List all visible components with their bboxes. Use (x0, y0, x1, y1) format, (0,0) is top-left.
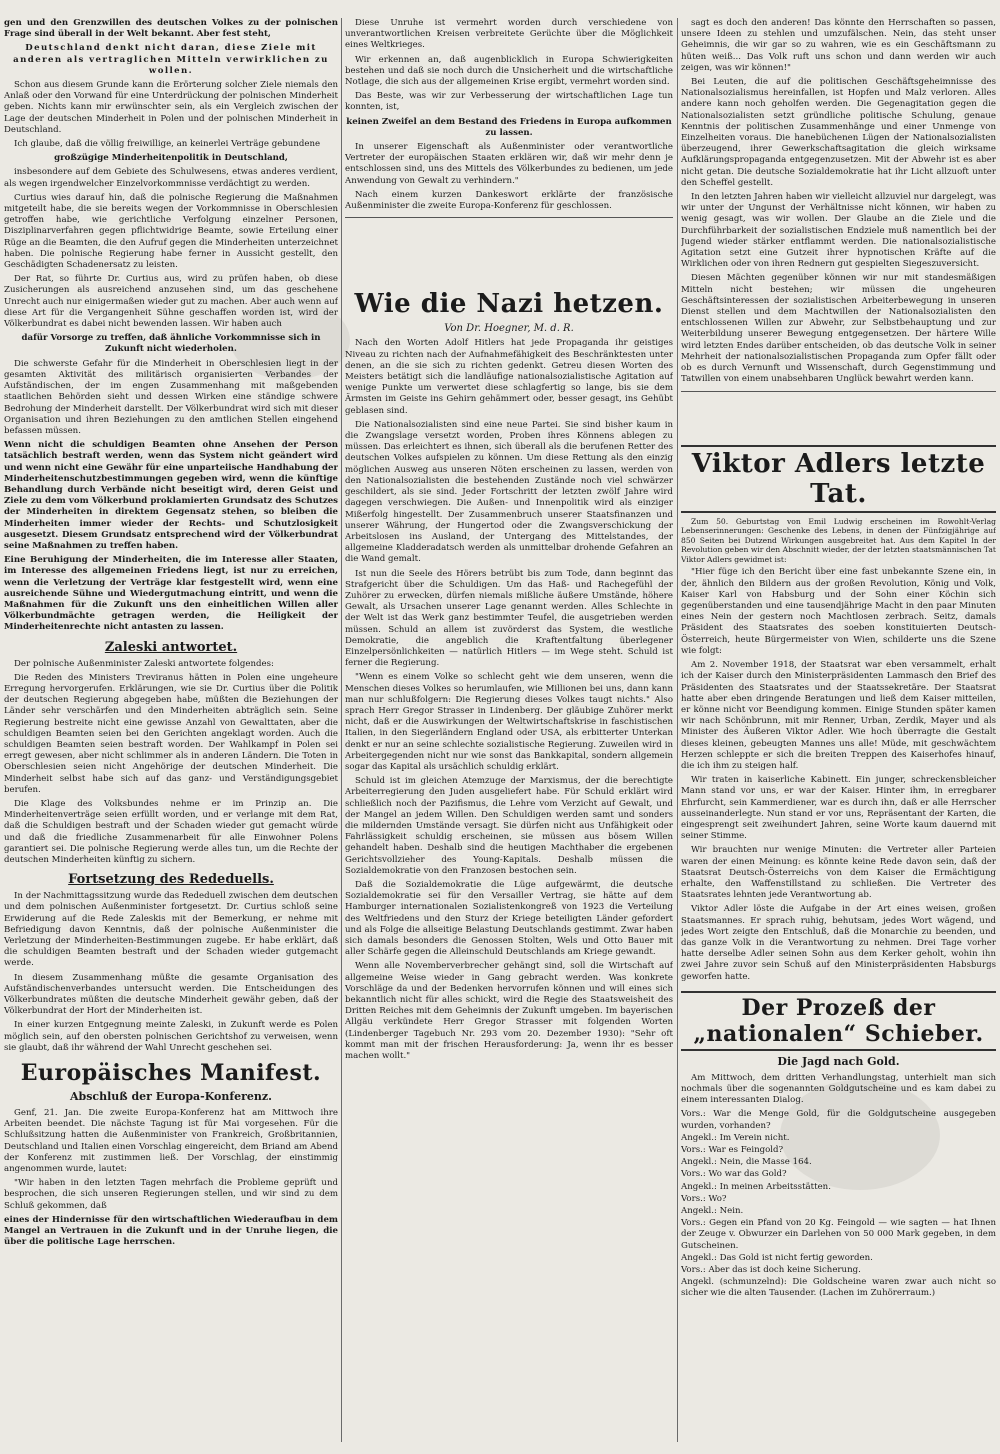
subheadline-jagd-nach-gold: Die Jagd nach Gold. (777, 1054, 900, 1068)
col3-paragraph: "Hier füge ich den Bericht über eine fast unbekannte Szene ein, in der, ähnlich den Bildern aus der großen Revolution, König und Volk, Kaiser Karl von Habsburg und der Sohn einer Köchin sich gegenüberstanden und eine tausendjährige Macht in den paar Minuten eines Nein der gestern noch Machtlosen zerbrach. Seitz, damals Präsident des Staatsrates des soeben konstituierten Deutsch-Österreich, heute Bürgermeister von Wien, schilderte uns die Szene wie folgt: (681, 567, 996, 656)
headline-prozess-schieber: Der Prozeß der „nationalen“ Schieber. (681, 991, 996, 1051)
col2-paragraph: "Wenn es einem Volke so schlecht geht wie dem unseren, wenn die Menschen dieses Volkes so herumlaufen, wie Millionen bei uns, dann kann man nur schlußfolgern: Die Regierung dieses Volkes taugt nichts." Also sprach Herr Gregor Strasser in Lindenberg. Der gläubige Zuhörer merkt nicht, daß er die Auswirkungen der Weltwirtschaftskrise in faschistischen Italien, in den Siegerländern England oder USA, als erbitterter Unterkan denkt er nur an seine schlechte sozialistische Regierung. Zuweilen wird in Arbeitergegenden nicht nur wie sonst das Bankkapital, sondern allgemein sogar das Kapital als ursächlich schuldig erklärt. (345, 672, 673, 772)
col1-paragraph: Der Rat, so führte Dr. Curtius aus, wird zu prüfen haben, ob diese Zusicherungen als ausreichend anzusehen sind, um das geschehene Unrecht auch nur einigermaßen wieder gut zu machen. Aber auch wenn auf diese Art für die Vergangenheit Sühne geschaffen worden ist, wird der Völkerbundrat es dabei nicht bewenden lassen. Wir haben auch (4, 274, 338, 330)
headline-wie-die-nazi-hetzen: Wie die Nazi hetzen. (354, 289, 664, 320)
col1-paragraph: Schon aus diesem Grunde kann die Erörterung solcher Ziele niemals den Anlaß oder den Vorwand für eine Unterdrückung der polnischen Minderheit geben. Nichts kann mir erwünschter sein, als ein Vergleich zwischen der Lage der deutschen Minderheit in Polen und der polnischen Minderheit in Deutschland. (4, 80, 338, 135)
column-1 (4, 18, 338, 1444)
headline-zaleski: Zaleski antwortet. (104, 639, 238, 655)
col3-paragraph: Am 2. November 1918, der Staatsrat war eben versammelt, erhalt ich der Kaiser durch den Ministerpräsidenten Lammasch den Brief des Präsidenten des Staatsrates und der Staatssekretäre. Der Staatsrat hatte aber eben dringende Beratungen und ließ dem Kaiser mitteilen, er könne nicht vor Beendigung kommen. Einige Stunden später kamen wir nach Schönbrunn, mit mir Renner, Urban, Zerdik, Mayer und als Minister des Äußeren Viktor Adler. Wie hoch überragte die Gestalt dieses kleinen, gebeugten Mannes uns alle! Müde, mit geschwächtem Herzen schleppte er sich die breiten Treppen des Kaiserhofes hinauf, die ich ihm zu steigen half. (681, 660, 996, 771)
dialog-line: Vors.: Wo? (681, 1193, 727, 1204)
headline-europaeisches-manifest: Europäisches Manifest. (20, 1060, 322, 1087)
subheadline-europa-konferenz: Abschluß der Europa-Konferenz. (70, 1090, 272, 1104)
dialog-line: Angekl.: In meinen Arbeitsstätten. (681, 1181, 831, 1192)
col1-paragraph: Curtius wies darauf hin, daß die polnische Regierung die Maßnahmen mitgeteilt habe, die sie bereits wegen der Vorkommnisse in Oberschlesien getroffen habe, wie gerichtliche Verfolgung einzelner Personen, Disziplinarverfahren gegen pflichtwidrige Beamte, sowie Erteilung einer Rüge an die Beamten, die den Aufruf gegen die Minderheiten unterzeichnet haben. Die polnische Regierung habe ferner in Aussicht gestellt, den Geschädigten Schadenersatz zu leisten. (4, 192, 338, 271)
col3-paragraph: Wir traten in kaiserliche Kabinett. Ein junger, schreckensbleicher Mann stand vor uns, er war der Kaiser. Hinter ihm, in erregbarer Ehrfurcht, sein Kammerdiener, war es durch ihn, daß er alle Herrscher ausseinanderlegte. Nun stand er vor uns, Repräsentant der Karten, die eingesprengt seit zweihundert Jahren, seine Worte kaum dauernd mit seiner Stimme. (681, 775, 996, 842)
col1-bold-1: Deutschland denkt nicht daran, diese Ziele mit anderen als vertraglichen Mitteln verwirklichen zu wollen. (13, 43, 329, 76)
col2-paragraph: Nach den Worten Adolf Hitlers hat jede Propaganda ihr geistiges Niveau zu richten nach der Aufnahmefähigkeit des Beschränktesten unter denen, an die sie sich zu richten gedenkt. Getreu diesen Worten des Meisters betätigt sich die landläufige nationalsozialistische Agitation auf wenige Punkte um verwertet diese schlagfertig so lange, bis sie dem Ärmsten im Geiste ins Gehirn gehämmert oder, besser gesagt, ins Gehübt geblasen sind. (345, 338, 673, 416)
col2-paragraph: Wenn alle Novemberverbrecher gehängt sind, soll die Wirtschaft auf allgemeine Weise wieder in Gang gebracht werden. Was konkrete Vorschläge da und der Bedenken hervorrufen können und will eines sich bekanntlich nicht für alles schickt, wird die Regie des Staatsweisheit des Dritten Reiches mit dem Geheimnis der Zukunft umgeben. Im bayerischen Allgäu verkündete Herr Gregor Strasser mit folgenden Worten (Lindenberger Tagebuch Nr. 293 vom 20. Dezember 1930): "Sehr oft kommt man mit der frischen Herausforderung: Ja, wenn ihr es besser machen wollt." (345, 961, 673, 1062)
adler-intro: Zum 50. Geburtstag von Emil Ludwig erscheinen im Rowohlt-Verlag Lebenserinnerungen: Geschenke des Lebens, in denen der Fünfzigjährige auf 850 Seiten bei Dutzend Wirkungen ausgebreitet hat. Aus dem Kapitel In der Revolution geben wir den Abschnitt wieder, der der letzten staatsmännischen Tat Viktor Adlers gewidmet ist: (681, 516, 996, 564)
col2-bold-1: keinen Zweifel an dem Bestand des Friedens in Europa aufkommen zu lassen. (346, 116, 672, 138)
col2-paragraph: Daß die Sozialdemokratie die Lüge aufgewärmt, die deutsche Sozialdemokratie sei für den Versailler Vertrag, sie hätte auf dem Hamburger internationalen Sozialistenkongreß von 1923 die Verteilung des Weltfriedens und den Sturz der Kriege beteiligten Länder gefordert und als Folge die allseitige Belastung Deutschlands gestimmt. Zwar haben sich damals besonders die Genossen Stolten, Wels und Otto Bauer mit aller Schärfe gegen die Alleinschuld Deutschlands am Kriege gewandt. (345, 880, 673, 958)
col1-paragraph: In der Nachmittagssitzung wurde das Rededuell zwischen dem deutschen und dem polnischen Außenminister fortgesetzt. Dr. Curtius schloß seine Erwiderung auf die Rede Zaleskis mit der Bemerkung, er nehme mit Befriedigung davon Kenntnis, daß der polnische Außenminister die Verletzung der Minderheiten-Bestimmungen zugebe. Er habe erklärt, daß die schuldigen Beamten bestraft und der Schaden wieder gutgemacht werde. (4, 891, 338, 969)
headline-fortsetzung: Fortsetzung des Rededuells. (68, 872, 274, 888)
col1-paragraph: Genf, 21. Jan. Die zweite Europa-Konferenz hat am Mittwoch ihre Arbeiten beendet. Die nächste Tagung ist für Mai vorgesehen. Für die Schlußsitzung hatten die Außenminister von Frankreich, Großbritannien, Deutschland und Italien einen Vorschlag eingereicht, dem Briand am Abend der Konferenz mit zustimmen ließ. Der Vorschlag, der einstimmig angenommen wurde, lautet: (4, 1108, 338, 1175)
dialog-line: Angekl.: Im Verein nicht. (681, 1132, 790, 1143)
col1-paragraph: In diesem Zusammenhang müßte die gesamte Organisation des Aufständischenverbandes untersucht werden. Die Entscheidungen des Völkerbundrates müßten die deutsche Minderheit gewähr geben, daß der Völkerbundrat der Hort der Minderheiten ist. (4, 972, 338, 1017)
col2-paragraph: Schuld ist im gleichen Atemzuge der Marxismus, der die berechtigte Arbeiterregierung den Juden ausgeliefert habe. Für Schuld erklärt wird schließlich noch der Pazifismus, die Lehre vom Verzicht auf Gewalt, und der Mangel an jedem Willen. Den Schuldigen werden samt und sonders die mildernden Umstände versagt. Sie dürfen nicht aus Unfähigkeit oder Fahrlässigkeit schuldig erscheinen, sie müssen aus bösem Willen gehandelt haben. Deshalb sind die heutigen Machthaber die ergebenen Gerichtsvollzieher des Young-Kapitals. Deshalb müssen die Sozialdemokratie von den Franzosen bestochen sein. (345, 776, 673, 876)
col1-paragraph: "Wir haben in den letzten Tagen mehrfach die Probleme geprüft und besprochen, die sich unseren Regierungen stellen, und wir sind zu dem Schluß gekommen, daß (4, 1178, 338, 1211)
dialog-line: Angekl. (schmunzelnd): Die Goldscheine waren zwar auch nicht so sicher wie die alten Tausender. (Lachen im Zuhörerraum.) (681, 1277, 996, 1299)
col2-paragraph: Die Nationalsozialisten sind eine neue Partei. Sie sind bisher kaum in die Zwangslage versetzt worden, Proben ihres Könnens ablegen zu müssen. Das erleichtert es ihnen, sich überall als die berufenen Retter des deutschen Volkes aufspielen zu können. Um diese Rettung als den einzig möglichen Ausweg aus unseren Nöten erscheinen zu lassen, werden von den Nationalsozialisten die bestehenden Zustände noch viel schwärzer geschildert, als sie sind. Jeder Fortschritt der letzten zwölf Jahre wird dagegen verschwiegen. Die Außen- und Innenpolitik wird als einziger Mißerfolg hingestellt. Der Zusammenbruch unserer Staatsfinanzen und unserer Währung, der Hungertod oder die Zwangsverschickung der Arbeitslosen ins Ausland, der Untergang des Mittelstandes, der allgemeine Kladderadatsch werden als unmittelbar drohende Gefahren an die Wand gemalt. (345, 419, 673, 565)
col1-bold-3: dafür Vorsorge zu treffen, daß ähnliche Vorkommnisse sich in Zukunft nicht wiederholen. (21, 333, 321, 355)
section-rule (681, 391, 996, 392)
column-2 (345, 18, 673, 1444)
dialog-line: Vors.: Gegen ein Pfand von 20 Kg. Feingold — wie sagten — hat Ihnen der Zeuge v. Obwurzer ein Darlehen von 50 000 Mark gegeben, in dem Gutscheinen. (681, 1218, 996, 1251)
col1-paragraph: Die Klage des Volksbundes nehme er im Prinzip an. Die Minderheitenverträge seien erfüllt worden, und er verlange mit dem Rat, daß die Schuldigen bestraft und der Schaden wieder gut gemacht würde und daß die friedliche Zusammenarbeit für alle Einwohner Polens garantiert sei. Die polnische Regierung werde alles tun, um die Rechte der deutschen Minderheiten künftig zu sichern. (4, 799, 338, 866)
col1-paragraph: Der polnische Außenminister Zaleski antwortete folgendes: (14, 658, 274, 669)
col3-paragraph: Bei Leuten, die auf die politischen Geschäftsgeheimnisse des Nationalsozialismus hereinfallen, ist Hopfen und Malz verloren. Alles andere kann noch geholfen werden. Die Gegenagitation gegen die Nationalsozialisten setzt gründliche politische Schulung, genaue Kenntnis der politischen Zusammenhänge und einer Unmenge von Einzelheiten voraus. Die hanebüchenen Lügen der Nationalsozialisten überzeugend, ihrer Gewerkschaftsagitation die gleich wirksame Aufklärungspropaganda entgegenzusetzen. Mit der Abwehr ist es aber nicht getan. Die deutsche Sozialdemokratie hat ihr Licht allzuoft unter den Scheffel gestellt. (681, 77, 996, 188)
dialog-line: Angekl.: Nein. (681, 1206, 744, 1217)
col1-paragraph: Die schwerste Gefahr für die Minderheit in Oberschlesien liegt in der gesamten Aktivität des militärisch organisierten Verbandes der Aufständischen, der im engen Zusammenhang mit maßgebenden staatlichen Behörden sieht und dessen Wirken eine ständige schwere Bedrohung der Minderheit darstellt. Der Völkerbundrat wird sich mit dieser Organisation und ihren Beziehungen zu den amtlichen Stellen eingehend befassen müssen. (4, 358, 338, 436)
col1-paragraph: In einer kurzen Entgegnung meinte Zaleski, in Zukunft werde es Polen möglich sein, auf den obersten polnischen Gerichtshof zu verweisen, wenn sie glaubt, daß ihr während der Wahl Unrecht geschehen sei. (4, 1020, 338, 1053)
col3-paragraph: Viktor Adler löste die Aufgabe in der Art eines weisen, großen Staatsmannes. Er sprach ruhig, behutsam, jedes Wort wägend, und jedes Wort zeigte den Entschluß, daß die Monarchie zu beenden, und das ganze Volk in die Verantwortung zu nehmen. Drei Tage vorher hatte derselbe Adler seinen Sohn aus dem Kerker geholt, wohin ihn zwei Jahre zuvor sein Schuß auf den Ministerpräsidenten Habsburgs geworfen hatte. (681, 904, 996, 982)
dialog-line: Vors.: Aber das ist doch keine Sicherung. (681, 1265, 861, 1276)
spacer (345, 223, 673, 283)
column-divider (341, 18, 342, 1442)
spacer (681, 397, 996, 437)
col1-paragraph: Die Reden des Ministers Treviranus hätten in Polen eine ungeheure Erregung hervorgerufen. Erklärungen, wie sie Dr. Curtius über die Politik der deutschen Regierung abgegeben habe, müßten die Beziehungen der Länder sehr verschärfen und den Minderheiten abträglich sein. Seine Regierung bestreite nicht eine gewisse Anzahl von Gewalttaten, aber die schuldigen Beamten seien bei den Gerichten angeklagt worden. Auch die schuldigen Beamten seien bestraft worden. Der Wahlkampf in Polen sei erregt gewesen, aber nicht schlimmer als in anderen Ländern. Die Toten in Oberschlesien seien nicht Angehörige der deutschen Minderheit. Die Minderheit selbst habe sich auf das ganz- und Verständigungsgebiet berufen. (4, 672, 338, 795)
col3-paragraph: Diesen Mächten gegenüber können wir nur mit standesmäßigen Mitteln nicht bestehen; wir müssen die ungeheuren Geschäftsinteressen der sozialistischen Arbeiterbewegung in unseren Dienst stellen und dem Machtwillen der Nationalsozialisten den entschlossenen Willen zur Abwehr, zur Selbstbehauptung und zur Weiterbildung unserer Bewegung entgegensetzen. Der härtere Wille wird letzten Endes darüber entscheiden, ob das deutsche Volk in seiner Mehrheit der nationalsozialistischen Propaganda zum Opfer fällt oder ob es durch Vernunft und Wissenschaft, durch Gegenstimmung und Tatwillen von einem unabsehbaren Unglück bewahrt werden kann. (681, 273, 996, 385)
col3-paragraph: Wir brauchten nur wenige Minuten: die Vertreter aller Parteien waren der einen Meinung: es könnte keine Rede davon sein, daß der Staatsrat Deutsch-Österreichs von dem Kaiser die Ermächtigung erhalte, den Waffenstillstand zu schließen. Die Vertreter des Staatsrates lehnten jede Verantwortung ab. (681, 845, 996, 901)
col2-paragraph: Wir erkennen an, daß augenblicklich in Europa Schwierigkeiten bestehen und daß sie noch durch die Unsicherheit und die wirtschaftliche Notlage, die sich aus der allgemeinen Krise ergibt, vermehrt worden sind. (345, 54, 673, 88)
dialog-line: Vors.: War es Feingold? (681, 1145, 784, 1155)
col1-intro: gen und den Grenzwillen des deutschen Volkes zu der polnischen Frage sind überall in der Welt bekannt. Aber fest steht, (4, 18, 338, 40)
col2-paragraph: Das Beste, was wir zur Verbesserung der wirtschaftlichen Lage tun konnten, ist, (345, 91, 673, 113)
section-rule (345, 217, 673, 218)
column-3 (681, 18, 996, 1444)
court-dialog (681, 1109, 996, 1299)
col3-paragraph: sagt es doch den anderen! Das könnte den Herrschaften so passen, unsere Ideen zu stehlen und umzufälschen. Nein, das steht unser Geheimnis, die wir gar so zu wahren, wie es ein Geschäftsmann zu hüten weiß... Das Volk ruft uns schon und dann werden wir auch zeigen, was wir können!" (681, 18, 996, 73)
headline-viktor-adler: Viktor Adlers letzte Tat. (681, 445, 996, 513)
col1-bold-2: großzügige Minderheitenpolitik in Deutschland, (54, 153, 288, 164)
col1-bold-6: eines der Hindernisse für den wirtschaftlichen Wiederaufbau in dem Mangel an Vertrauen in die Zukunft und in der Unruhe liegen, die über die politische Lage herrschen. (4, 1214, 338, 1248)
col3-paragraph: Am Mittwoch, dem dritten Verhandlungstag, unterhielt man sich nochmals über die sogenannten Goldgutscheine und es kam dabei zu einem interessanten Dialog. (681, 1072, 996, 1106)
col1-bold-4: Wenn nicht die schuldigen Beamten ohne Ansehen der Person tatsächlich bestraft werden, wenn das System nicht geändert wird und wenn nicht eine Gewähr für eine unparteiische Handhabung der Minderheitenschutzbestimmungen gegeben wird, wenn die künftige Behandlung durch Verbände nicht beseitigt wird, deren Geist und Ziele zu dem vom Völkerbund proklamierten Grundsatz des Schutzes der Minderheiten in direktem Gegensatz stehen, so bleiben die Minderheiten immer wieder der Rechts- und Schutzlosigkeit ausgesetzt. Diesem Grundsatz entsprechend wird der Völkerbundrat seine Maßnahmen zu treffen haben. (4, 440, 338, 551)
dialog-line: Vors.: Wo war das Gold? (681, 1169, 787, 1180)
col1-paragraph: insbesondere auf dem Gebiete des Schulwesens, etwas anderes verdient, als wegen irgendwelcher Einzelvorkommnisse verdächtigt zu werden. (4, 167, 338, 189)
dialog-line: Angekl.: Nein, die Masse 164. (681, 1157, 812, 1168)
col2-paragraph: Nach einem kurzen Dankeswort erklärte der französische Außenminister die zweite Europa-Konferenz für geschlossen. (345, 189, 673, 212)
col1-bold-5: Eine Beruhigung der Minderheiten, die im Interesse aller Staaten, im Interesse des allgemeinen Friedens liegt, ist nur zu erreichen, wenn die Verletzung der Verträge klar festgestellt wird, wenn eine ausreichende Sühne und Wiedergutmachung eintritt, und wenn die Maßnahmen für die Zukunft uns den einheitlichen Willen aller Völkerbundmächte getragen werden, die Heiligkeit der Minderheitenrechte nicht antasten zu lassen. (4, 555, 338, 633)
col2-paragraph: Ist nun die Seele des Hörers betrübt bis zum Tode, dann beginnt das Strafgericht über die Schuldigen. Um das Haß- und Rachegefühl der Zuhörer zu erwecken, dürfen niemals mißliche äußere Umstände, höhere Gewalt, als Ursachen unserer Lage genannt werden. Alles Schlechte in der Welt ist das Werk ganz bestimmter Teufel, die ausgetrieben werden müssen. Schuld an allem ist zuvörderst das System, die westliche Demokratie, die angeblich die Kraftentfaltung überlegener Einzelpersönlichkeiten — natürlich Hitlers — im Wege steht. Schuld ist ferner die Regierung. (345, 568, 673, 669)
dialog-line: Angekl.: Das Gold ist nicht fertig geworden. (681, 1252, 873, 1263)
col1-paragraph: Ich glaube, daß die völlig freiwillige, an keinerlei Verträge gebundene (14, 139, 321, 150)
col3-paragraph: In den letzten Jahren haben wir vielleicht allzuviel nur dargelegt, was wir unter der Ungunst der Verhältnisse nicht können, wir haben zu wenig gesagt, was wir wollen. Der Glaube an die Ziele und die Durchführbarkeit der sozialistischen Endziele muß namentlich bei der Jugend wieder stärker entflammt werden. Die nationalsozialistische Agitation setzt eine Gutzeit ihrer hypnotischen Kräfte auf die Wirklichen oder von ihren Rednern gut gespielten Siegeszuversicht. (681, 192, 996, 270)
column-divider (677, 18, 678, 1442)
author-byline: Von Dr. Hoegner, M. d. R. (444, 323, 574, 335)
col2-paragraph: In unserer Eigenschaft als Außenminister oder verantwortliche Vertreter der europäischen Staaten erklären wir, daß wir mehr denn je entschlossen sind, uns des Mittels des Völkerbundes zu bedienen, um jede Anwendung von Gewalt zu verhindern." (345, 142, 673, 186)
dialog-line: Vors.: War die Menge Gold, für die Goldgutscheine ausgegeben wurden, vorhanden? (681, 1109, 996, 1131)
col2-paragraph: Diese Unruhe ist vermehrt worden durch verschiedene von unverantwortlichen Kreisen verbreitete Gerüchte über die Möglichkeit eines Weltkrieges. (345, 18, 673, 51)
